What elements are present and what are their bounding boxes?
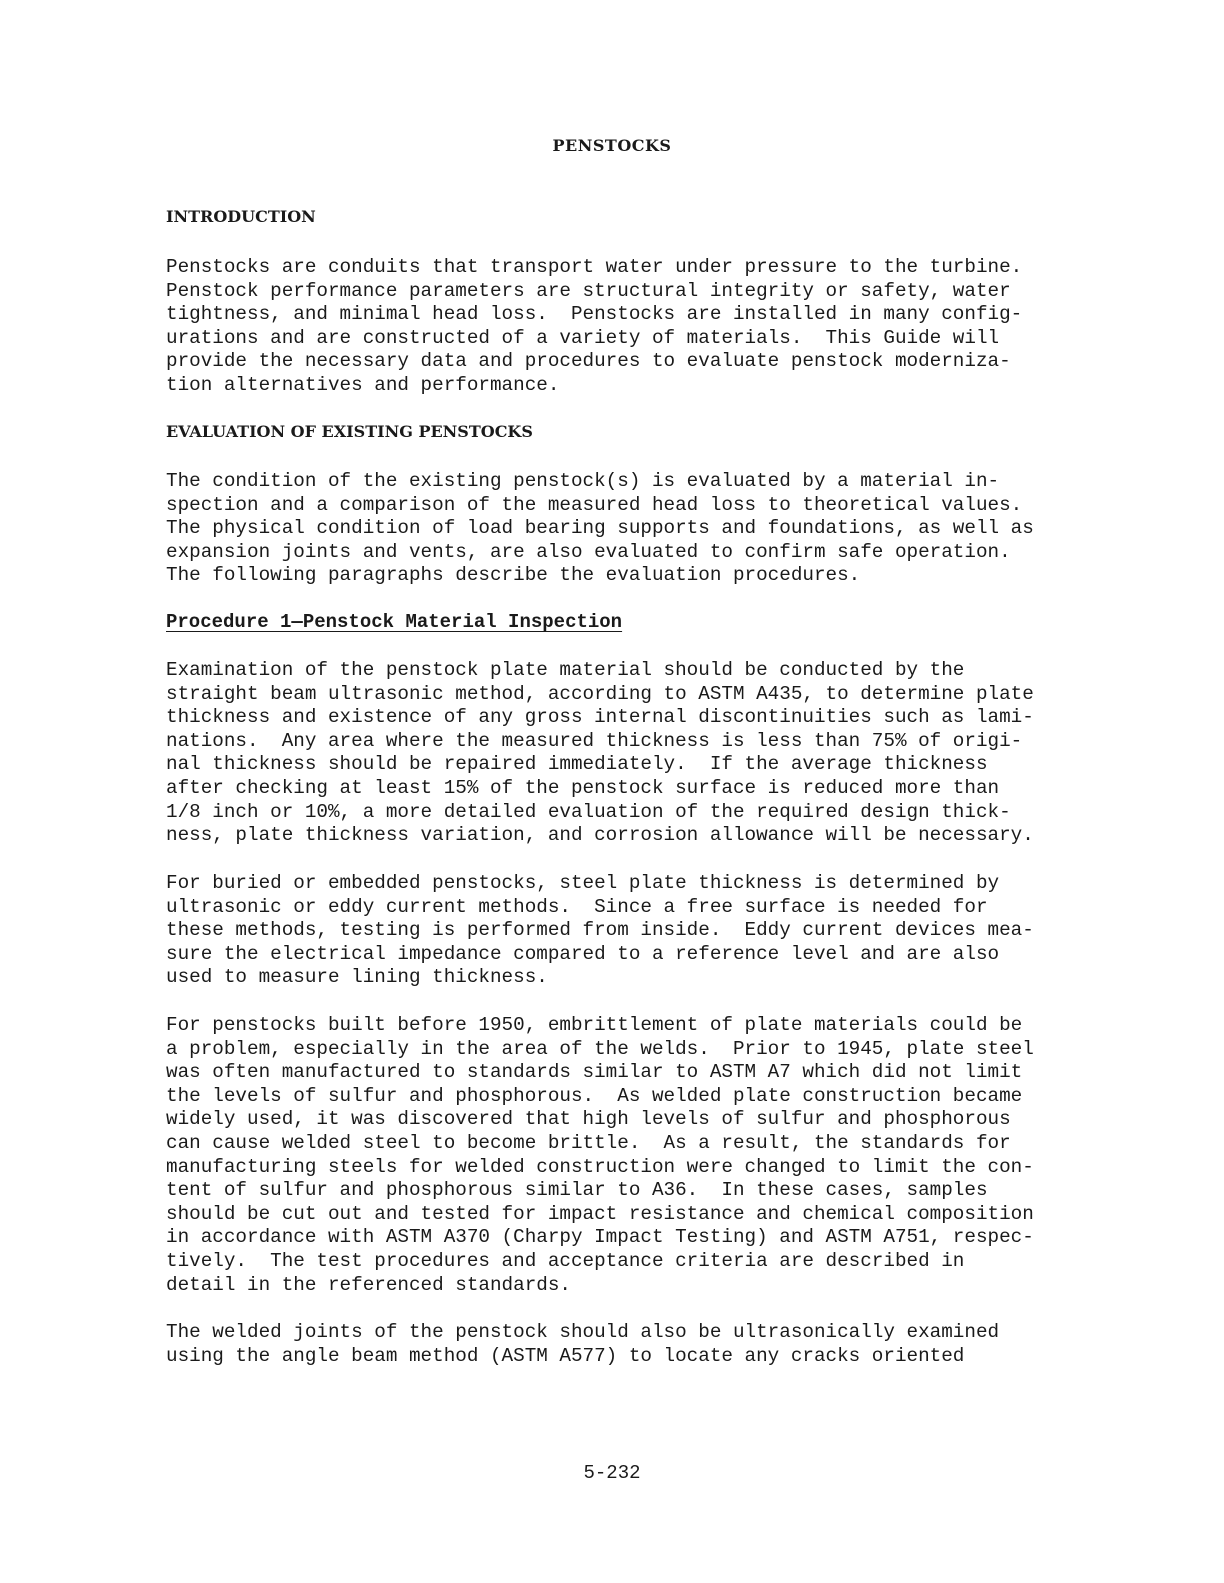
text-line: Examination of the penstock plate material should be conducted by the bbox=[166, 659, 965, 681]
text-line: was often manufactured to standards similar to ASTM A7 which did not limit bbox=[166, 1061, 1023, 1084]
paragraph-buried-penstocks bbox=[166, 872, 1034, 990]
section-heading-introduction: INTRODUCTION bbox=[166, 207, 316, 226]
paragraph-introduction bbox=[166, 256, 1022, 398]
paragraph-plate-inspection bbox=[166, 659, 1034, 848]
text-line: in accordance with ASTM A370 (Charpy Impact Testing) and ASTM A751, respec- bbox=[166, 1226, 1034, 1249]
text-line: manufacturing steels for welded construction were changed to limit the con- bbox=[166, 1155, 1034, 1178]
text-line: straight beam ultrasonic method, according to ASTM A435, to determine plate bbox=[166, 682, 1034, 705]
text-line: The condition of the existing penstock(s) is evaluated by a material in- bbox=[166, 470, 1000, 492]
text-line: tion alternatives and performance. bbox=[166, 373, 560, 396]
text-line: The following paragraphs describe the evaluation procedures. bbox=[166, 564, 861, 587]
text-line: provide the necessary data and procedures to evaluate penstock moderniza- bbox=[166, 350, 1011, 373]
text-line: tent of sulfur and phosphorous similar to A36. In these cases, samples bbox=[166, 1179, 988, 1202]
text-line: the levels of sulfur and phosphorous. As welded plate construction became bbox=[166, 1084, 1023, 1107]
text-line: should be cut out and tested for impact resistance and chemical composition bbox=[166, 1202, 1034, 1225]
text-line: using the angle beam method (ASTM A577) to locate any cracks oriented bbox=[166, 1344, 965, 1367]
text-line: tightness, and minimal head loss. Penstocks are installed in many config- bbox=[166, 303, 1023, 326]
paragraph-evaluation bbox=[166, 470, 1034, 588]
section-heading-procedure-1: Procedure 1—Penstock Material Inspection bbox=[166, 611, 623, 633]
text-line: these methods, testing is performed from inside. Eddy current devices mea- bbox=[166, 919, 1034, 942]
text-line: The physical condition of load bearing supports and foundations, as well as bbox=[166, 517, 1034, 540]
text-line: used to measure lining thickness. bbox=[166, 966, 548, 989]
text-line: Penstock performance parameters are structural integrity or safety, water bbox=[166, 279, 1011, 302]
paragraph-welded-joints bbox=[166, 1321, 999, 1368]
text-line: tively. The test procedures and acceptance criteria are described in bbox=[166, 1249, 965, 1272]
text-line: widely used, it was discovered that high levels of sulfur and phosphorous bbox=[166, 1108, 1011, 1131]
text-line: nations. Any area where the measured thickness is less than 75% of origi- bbox=[166, 729, 1023, 752]
text-line: spection and a comparison of the measured head loss to theoretical values. bbox=[166, 493, 1023, 516]
text-line: 1/8 inch or 10%, a more detailed evaluation of the required design thick- bbox=[166, 800, 1011, 823]
text-line: can cause welded steel to become brittle. As a result, the standards for bbox=[166, 1131, 1011, 1154]
page-number: 5-232 bbox=[583, 1462, 641, 1484]
text-line: a problem, especially in the area of the welds. Prior to 1945, plate steel bbox=[166, 1037, 1034, 1060]
text-line: expansion joints and vents, are also evaluated to confirm safe operation. bbox=[166, 540, 1011, 563]
page-title: PENSTOCKS bbox=[552, 136, 672, 155]
text-line: For buried or embedded penstocks, steel plate thickness is determined by bbox=[166, 872, 1000, 894]
text-line: ness, plate thickness variation, and corrosion allowance will be necessary. bbox=[166, 824, 1034, 847]
text-line: The welded joints of the penstock should also be ultrasonically examined bbox=[166, 1321, 1000, 1343]
text-line: thickness and existence of any gross internal discontinuities such as lami- bbox=[166, 706, 1034, 729]
text-line: urations and are constructed of a variety of materials. This Guide will bbox=[166, 326, 1000, 349]
paragraph-embrittlement bbox=[166, 1014, 1034, 1297]
text-line: Penstocks are conduits that transport water under pressure to the turbine. bbox=[166, 256, 1023, 278]
text-line: after checking at least 15% of the penstock surface is reduced more than bbox=[166, 776, 1000, 799]
text-line: nal thickness should be repaired immediately. If the average thickness bbox=[166, 753, 988, 776]
text-line: detail in the referenced standards. bbox=[166, 1273, 571, 1296]
text-line: For penstocks built before 1950, embrittlement of plate materials could be bbox=[166, 1014, 1023, 1036]
text-line: ultrasonic or eddy current methods. Since a free surface is needed for bbox=[166, 895, 988, 918]
text-line: sure the electrical impedance compared to a reference level and are also bbox=[166, 942, 1000, 965]
section-heading-evaluation: EVALUATION OF EXISTING PENSTOCKS bbox=[166, 422, 533, 441]
